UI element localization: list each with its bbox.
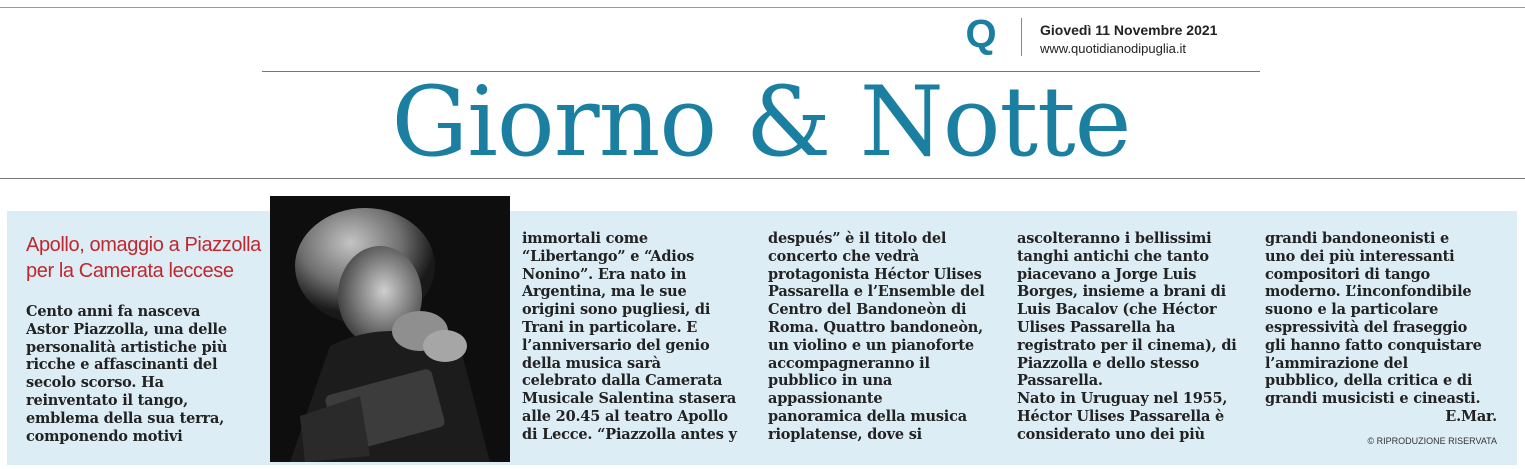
text-line: Passarella e l’Ensemble del <box>768 283 985 301</box>
section-rule <box>0 178 1525 179</box>
newspaper-logo: Q <box>965 12 997 56</box>
article-headline <box>26 232 266 284</box>
text-line: Passarella. <box>1017 372 1103 390</box>
article-column <box>522 230 758 444</box>
text-line: uno dei più interessanti <box>1265 247 1455 265</box>
text-line: origini sono pugliesi, di <box>522 301 711 319</box>
text-line: pubblico, della critica e di <box>1265 372 1473 390</box>
article-column <box>1017 230 1253 444</box>
text-line: “Libertango” e “Adios <box>522 247 695 265</box>
top-rule <box>0 7 1525 8</box>
text-line: Centro del Bandoneòn di <box>768 301 967 319</box>
text-line: Nato in Uruguay nel 1955, <box>1017 390 1228 408</box>
text-line: tanghi antichi che tanto <box>1017 247 1209 265</box>
text-line: grandi bandoneonisti e <box>1265 230 1450 247</box>
author-signature: E.Mar. <box>1445 407 1497 425</box>
text-line: reinventato il tango, <box>26 391 188 409</box>
musician-photo-illustration <box>270 196 510 462</box>
text-line: ricche e affascinanti del <box>26 356 218 374</box>
text-line: Ulises Passarella ha <box>1017 318 1176 336</box>
article-photo <box>270 196 510 462</box>
text-line: Argentina, ma le sue <box>522 283 687 301</box>
text-line: concerto che vedrà <box>768 247 920 265</box>
text-line: un violino e un pianoforte <box>768 336 974 354</box>
text-line: personalità artistiche più <box>26 338 228 356</box>
text-line: componendo motivi <box>26 427 183 445</box>
text-line: compositori di tango <box>1265 265 1431 283</box>
text-line: secolo scorso. Ha <box>26 374 164 392</box>
text-line: Héctor Ulises Passarella è <box>1017 407 1225 425</box>
text-line: considerato uno dei più <box>1017 425 1205 443</box>
article-column <box>1265 230 1503 426</box>
text-line: l’ammirazione del <box>1265 354 1408 372</box>
text-line: Trani in particolare. E <box>522 318 698 336</box>
text-line: Borges, insieme a brani di <box>1017 283 1226 301</box>
text-line: Musicale Salentina stasera <box>522 390 737 408</box>
section-masthead: Giorno & Notte <box>391 66 1131 178</box>
text-line: protagonista Héctor Ulises <box>768 265 982 283</box>
text-line: appassionante <box>768 390 883 408</box>
article-column <box>768 230 1004 444</box>
headline-line: Apollo, omaggio a Piazzolla <box>26 234 261 256</box>
text-line: Luis Bacalov (che Héctor <box>1017 301 1217 319</box>
text-line: moderno. L’inconfondibile <box>1265 283 1472 301</box>
text-line: accompagneranno il <box>768 354 930 372</box>
text-line: después” è il titolo del <box>768 230 947 247</box>
text-line: emblema della sua terra, <box>26 409 225 427</box>
text-line: Astor Piazzolla, una delle <box>26 320 227 338</box>
issue-date: Giovedì 11 Novembre 2021 <box>1040 22 1218 38</box>
text-line: piacevano a Jorge Luis <box>1017 265 1197 283</box>
text-line: l’anniversario del genio <box>522 336 710 354</box>
text-line: celebrato dalla Camerata <box>522 372 723 390</box>
headline-line: per la Camerata leccese <box>26 260 234 282</box>
logo-divider <box>1021 18 1022 56</box>
text-line: della musica sarà <box>522 354 661 372</box>
text-line: gli hanno fatto conquistare <box>1265 336 1482 354</box>
text-line: Roma. Quattro bandoneòn, <box>768 318 983 336</box>
text-line: Piazzolla e dello stesso <box>1017 354 1200 372</box>
text-line: ascolteranno i bellissimi <box>1017 230 1212 247</box>
article-column <box>26 303 262 445</box>
text-line: immortali come <box>522 230 648 247</box>
text-line: di Lecce. “Piazzolla antes y <box>522 425 737 443</box>
text-line: alle 20.45 al teatro Apollo <box>522 407 728 425</box>
text-line: suono e la particolare <box>1265 301 1439 319</box>
text-line: espressività del fraseggio <box>1265 318 1468 336</box>
text-line: registrato per il cinema), di <box>1017 336 1237 354</box>
text-line: Nonino”. Era nato in <box>522 265 687 283</box>
text-line: grandi musicisti e cineasti. <box>1265 390 1481 408</box>
text-line: Cento anni fa nasceva <box>26 303 201 320</box>
text-line: pubblico in una <box>768 372 893 390</box>
text-line: panoramica della musica <box>768 407 967 425</box>
copyright-notice: © RIPRODUZIONE RISERVATA <box>1367 436 1497 446</box>
website-url: www.quotidianodipuglia.it <box>1040 41 1186 56</box>
text-line: rioplatense, dove si <box>768 425 922 443</box>
